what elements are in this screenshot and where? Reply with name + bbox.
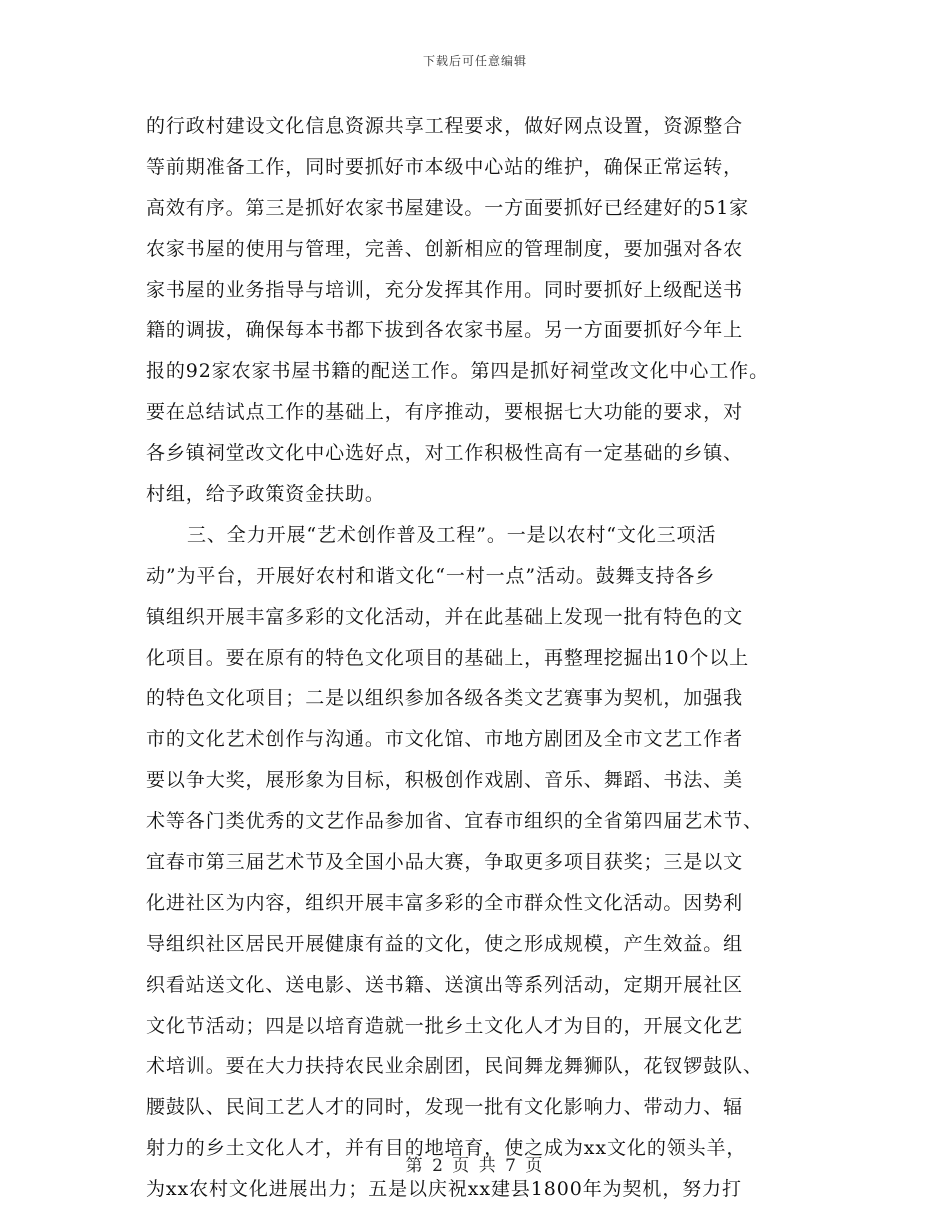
body-line: 等前期准备工作，同时要抓好市本级中心站的维护，确保正常运转， bbox=[146, 155, 744, 178]
body-line: 报的92家农家书屋书籍的配送工作。第四是抓好祠堂改文化中心工作。 bbox=[146, 360, 769, 383]
body-line: 射力的乡土文化人才，并有目的地培育，使之成为xx文化的领头羊， bbox=[146, 1137, 747, 1160]
body-line: 的行政村建设文化信息资源共享工程要求，做好网点设置，资源整合 bbox=[146, 115, 744, 137]
body-line: 动”为平台，开展好农村和谐文化“一村一点”活动。鼓舞支持各乡 bbox=[146, 564, 716, 587]
body-line: 镇组织开展丰富多彩的文化活动，并在此基础上发现一批有特色的文 bbox=[146, 605, 744, 628]
body-line: 腰鼓队、民间工艺人才的同时，发现一批有文化影响力、带动力、辐 bbox=[146, 1096, 744, 1119]
body-line: 术等各门类优秀的文艺作品参加省、宜春市组织的全省第四届艺术节、 bbox=[146, 810, 763, 833]
body-line: 宜春市第三届艺术节及全国小品大赛，争取更多项目获奖；三是以文 bbox=[146, 851, 744, 874]
page-number-footer: 第 2 页 共 7 页 bbox=[405, 1156, 545, 1176]
body-line: 村组，给予政策资金扶助。 bbox=[146, 483, 385, 506]
body-line: 化进社区为内容，组织开展丰富多彩的全市群众性文化活动。因势利 bbox=[146, 891, 744, 914]
section-heading-line: 三、全力开展“艺术创作普及工程”。一是以农村“文化三项活 bbox=[187, 523, 717, 546]
body-line: 术培训。要在大力扶持农民业余剧团，民间舞龙舞狮队，花钗锣鼓队、 bbox=[146, 1055, 763, 1078]
body-line: 农家书屋的使用与管理，完善、创新相应的管理制度，要加强对各农 bbox=[146, 237, 744, 260]
body-line: 织看站送文化、送电影、送书籍、送演出等系列活动，定期开展社区 bbox=[146, 973, 744, 996]
body-line: 各乡镇祠堂改文化中心选好点，对工作积极性高有一定基础的乡镇、 bbox=[146, 442, 744, 465]
document-body bbox=[146, 106, 816, 1210]
page-header-note: 下载后可任意编辑 bbox=[422, 54, 527, 68]
body-line: 要在总结试点工作的基础上，有序推动，要根据七大功能的要求，对 bbox=[146, 401, 744, 424]
body-line: 家书屋的业务指导与培训，充分发挥其作用。同时要抓好上级配送书 bbox=[146, 278, 744, 301]
body-line: 为xx农村文化进展出力；五是以庆祝xx建县1800年为契机，努力打 bbox=[146, 1178, 742, 1201]
body-line: 市的文化艺术创作与沟通。市文化馆、市地方剧团及全市文艺工作者 bbox=[146, 728, 744, 751]
body-line: 文化节活动；四是以培育造就一批乡土文化人才为目的，开展文化艺 bbox=[146, 1014, 744, 1037]
body-line: 导组织社区居民开展健康有益的文化，使之形成规模，产生效益。组 bbox=[146, 932, 744, 955]
body-line: 化项目。要在原有的特色文化项目的基础上，再整理挖掘出10个以上 bbox=[146, 646, 750, 669]
body-line: 的特色文化项目；二是以组织参加各级各类文艺赛事为契机，加强我 bbox=[146, 687, 744, 710]
body-line: 高效有序。第三是抓好农家书屋建设。一方面要抓好已经建好的51家 bbox=[146, 196, 750, 219]
body-line: 籍的调拔，确保每本书都下拔到各农家书屋。另一方面要抓好今年上 bbox=[146, 319, 744, 342]
body-line: 要以争大奖，展形象为目标，积极创作戏剧、音乐、舞蹈、书法、美 bbox=[146, 769, 744, 792]
